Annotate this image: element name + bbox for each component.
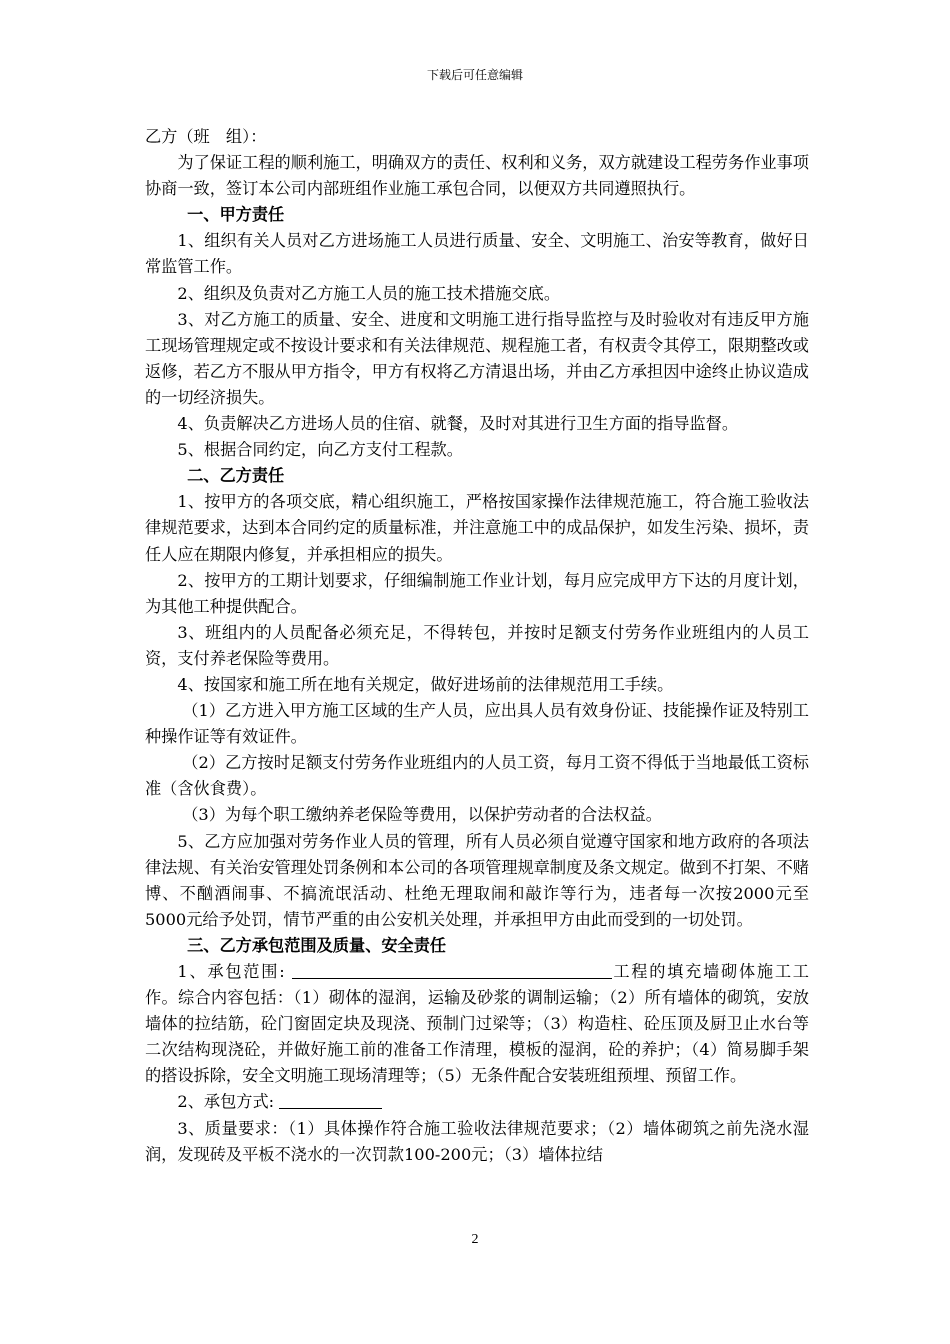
- scope-paragraph: [145, 959, 809, 1089]
- page-header: 下载后可任意编辑: [426, 68, 523, 82]
- section-1-item: 2、组织及负责对乙方施工人员的施工技术措施交底。: [177, 283, 561, 303]
- page-number: 2: [471, 1232, 479, 1247]
- method-blank[interactable]: [279, 1091, 382, 1109]
- section-2-subitem: （2）乙方按时足额支付劳务作业班组内的人员工资，每月工资不得低于当地最低工资标准（含伙食费）。: [145, 753, 809, 799]
- method-label: 2、承包方式:: [177, 1092, 275, 1112]
- section-1-item: 5、根据合同约定，向乙方支付工程款。: [177, 440, 463, 460]
- section-2-subitem: （1）乙方进入甲方施工区域的生产人员，应出具人员有效身份证、技能操作证及特别工种操作证等有效证件。: [145, 701, 809, 747]
- section-3-title: 三、乙方承包范围及质量、安全责任: [187, 935, 447, 955]
- section-1-item: 4、负责解决乙方进场人员的住宿、就餐，及时对其进行卫生方面的指导监督。: [177, 414, 739, 434]
- party-b-line: 乙方（班 组）：: [145, 127, 267, 146]
- contract-body: [145, 124, 809, 1168]
- section-1-item: 1、组织有关人员对乙方进场施工人员进行质量、安全、文明施工、治安等教育，做好日常监管工作。: [145, 231, 809, 277]
- section-2-item: 5、乙方应加强对劳务作业人员的管理，所有人员必须自觉遵守国家和地方政府的各项法律法规、有关治安管理处罚条例和本公司的各项管理规章制度及条文规定。做到不打架、不赌博、不酗酒闹事、不搞流氓活动、杜绝无理取闹和敲诈等行为，违者每一次按2000元至5000元给予处罚，情节严重的由公安机关处理，并承担甲方由此而受到的一切处罚。: [145, 831, 809, 929]
- section-2-item: 3、班组内的人员配备必须充足，不得转包，并按时足额支付劳务作业班组内的人员工资，支付养老保险等费用。: [145, 622, 809, 668]
- section-1-item: 3、对乙方施工的质量、安全、进度和文明施工进行指导监控与及时验收对有违反甲方施工现场管理规定或不按设计要求和有关法律规范、规程施工者，有权责令其停工，限期整改或返修，若乙方不服从甲方指令，甲方有权将乙方清退出场，并由乙方承担因中途终止协议造成的一切经济损失。: [145, 309, 809, 407]
- section-2-item: 2、按甲方的工期计划要求，仔细编制施工作业计划，每月应完成甲方下达的月度计划，为其他工种提供配合。: [145, 570, 809, 616]
- scope-label: 1、承包范围:: [177, 962, 285, 981]
- scope-text: 工程的填充墙砌体施工工作。综合内容包括：（1）砌体的湿润，运输及砂浆的调制运输；（2）所有墙体的砌筑，安放墙体的拉结筋，砼门窗固定块及现浇、预制门过梁等；（3）构造柱、砼压顶及厨卫止水台等二次结构现浇砼，并做好施工前的准备工作清理，模板的湿润，砼的养护；（4）简易脚手架的搭设拆除，安全文明施工现场清理等；（5）无条件配合安装班组预埋、预留工作。: [145, 962, 809, 1086]
- section-1-title: 一、甲方责任: [187, 205, 285, 225]
- section-2-title: 二、乙方责任: [187, 466, 285, 486]
- intro-paragraph: 为了保证工程的顺利施工，明确双方的责任、权利和义务，双方就建设工程劳务作业事项协商一致，签订本公司内部班组作业施工承包合同，以便双方共同遵照执行。: [145, 153, 809, 199]
- section-2-subitem: （3）为每个职工缴纳养老保险等费用，以保护劳动者的合法权益。: [182, 805, 662, 825]
- method-paragraph: [145, 1089, 809, 1115]
- section-2-item: 4、按国家和施工所在地有关规定，做好进场前的法律规范用工手续。: [177, 674, 674, 694]
- quality-paragraph: 3、质量要求：（1）具体操作符合施工验收法律规范要求；（2）墙体砌筑之前先浇水湿润，发现砖及平板不浇水的一次罚款100-200元；（3）墙体拉结: [145, 1118, 809, 1164]
- project-name-blank[interactable]: [292, 961, 612, 979]
- section-2-item: 1、按甲方的各项交底，精心组织施工，严格按国家操作法律规范施工，符合施工验收法律规范要求，达到本合同约定的质量标准，并注意施工中的成品保护，如发生污染、损坏，责任人应在期限内修复，并承担相应的损失。: [145, 492, 809, 564]
